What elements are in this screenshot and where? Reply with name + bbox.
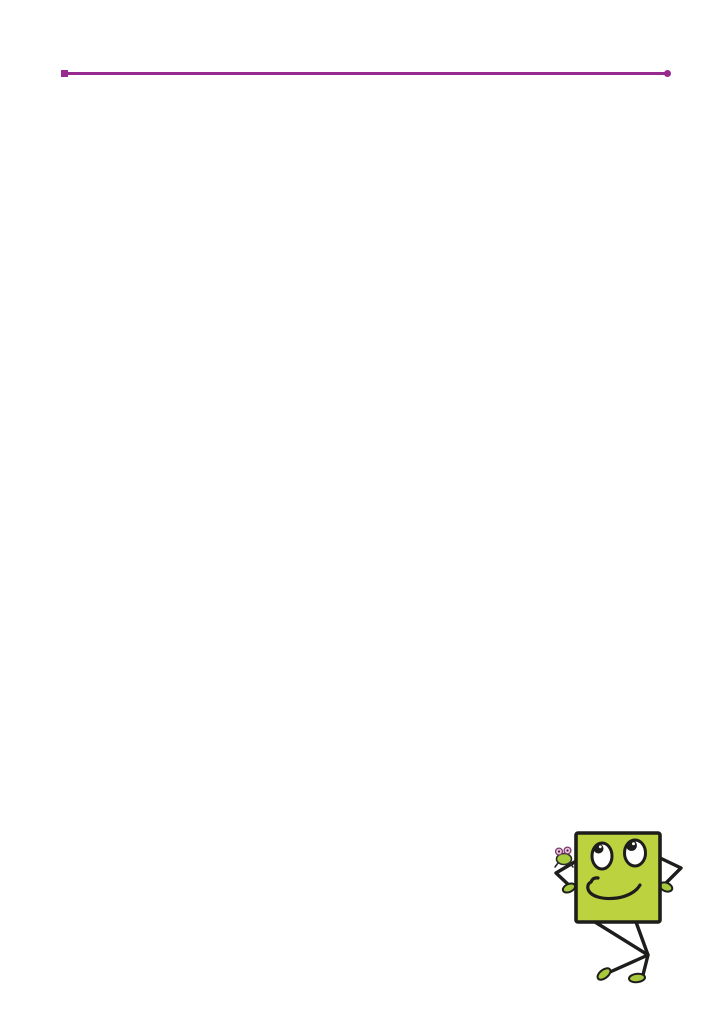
title-divider-rule — [63, 72, 668, 75]
rule-square-endcap-icon — [61, 70, 68, 77]
table-of-contents — [190, 113, 546, 119]
mascot-square-body — [576, 833, 660, 922]
mascot-foot — [629, 973, 646, 983]
rule-dot-endcap-icon — [664, 70, 671, 77]
mascot-leg — [610, 922, 648, 972]
square-mascot-illustration — [543, 818, 708, 988]
mascot-foot — [596, 966, 613, 982]
frog-icon — [555, 847, 573, 867]
